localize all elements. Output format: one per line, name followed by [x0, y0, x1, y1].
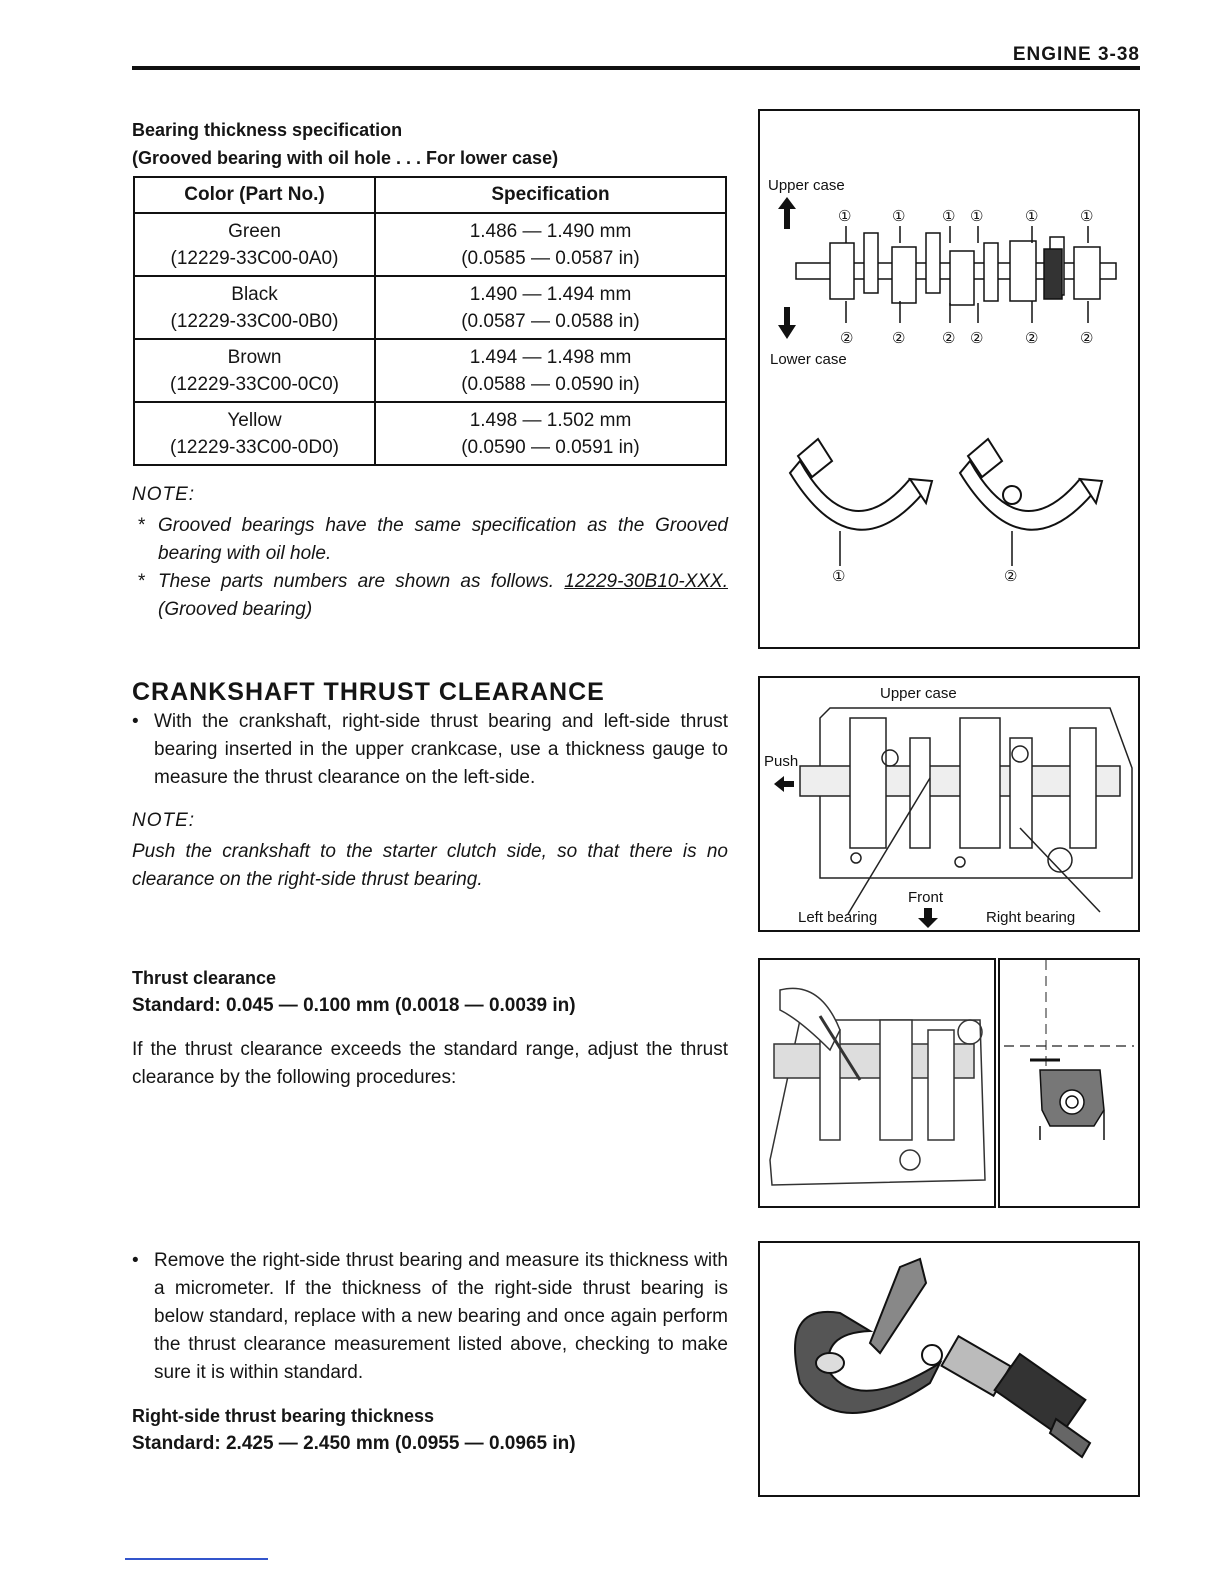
figure-gauge-detail: [998, 958, 1140, 1208]
bearing-mark-1: ①: [942, 208, 956, 225]
paragraph: If the thrust clearance exceeds the standard range, adjust the thrust clearance by the following procedures:: [132, 1039, 728, 1088]
feeler-gauge-illustration: [760, 960, 994, 1206]
color-name: Brown: [227, 346, 282, 368]
header-rule: [132, 66, 1140, 70]
micrometer-illustration: [760, 1243, 1138, 1495]
spec-inch: (0.0587 — 0.0588 in): [461, 310, 640, 332]
table-cell: [375, 213, 726, 276]
note-text: Push the crankshaft to the starter clutch side, so that there is no clearance on the right-side thrust bearing.: [132, 841, 728, 890]
page-header: [132, 42, 1140, 72]
spec-title: Thrust clearance: [132, 968, 277, 988]
bearing-mark-2: ②: [1025, 330, 1039, 347]
note-text: These parts numbers are shown as follows.: [158, 571, 565, 592]
table-cell: [134, 402, 375, 465]
part-number: (12229-33C00-0C0): [170, 373, 339, 395]
lower-marks: [840, 330, 1093, 347]
spec-title: Right-side thrust bearing thickness: [132, 1406, 435, 1426]
table-cell: [134, 339, 375, 402]
column-header: Specification: [375, 177, 726, 213]
crankshaft-diagram: [760, 111, 1138, 647]
bullet-marker: •: [132, 1250, 139, 1271]
spec-line: [132, 992, 728, 1020]
bearing-shell-icon: [790, 439, 932, 530]
bearing-mark-2: ②: [1080, 330, 1094, 347]
upper-marks: [838, 208, 1093, 225]
down-arrow-icon: [778, 307, 796, 339]
bearing-mark-2: ②: [892, 330, 906, 347]
table-header-row: [134, 177, 726, 213]
spec-label: Standard:: [132, 995, 221, 1016]
bearing-mark-1: ①: [1080, 208, 1094, 225]
note-list: [132, 512, 728, 624]
bearing-mark-1: ①: [838, 208, 852, 225]
left-arrow-icon: [774, 776, 794, 792]
column-header: Color (Part No.): [134, 177, 375, 213]
spec-mm: 1.486 — 1.490 mm: [469, 220, 632, 242]
table-cell: [375, 402, 726, 465]
table-cell: [375, 339, 726, 402]
color-name: Green: [228, 220, 281, 242]
bearing-shell-oil-hole-icon: [960, 439, 1102, 530]
micrometer-icon: [795, 1259, 1090, 1457]
bearing-mark-2: ②: [840, 330, 854, 347]
figure-micrometer: [758, 1241, 1140, 1497]
part-number: (12229-33C00-0D0): [170, 436, 339, 458]
bearing-mark-1: ①: [970, 208, 984, 225]
spec-mm: 1.498 — 1.502 mm: [469, 409, 632, 431]
footer-link-line: [125, 1558, 268, 1560]
table-row: [134, 339, 726, 402]
bearing-spec-table: [133, 176, 727, 466]
spec-inch: (0.0590 — 0.0591 in): [461, 436, 640, 458]
header-title: ENGINE: [1012, 44, 1092, 65]
part-number: (12229-33C00-0B0): [170, 310, 339, 332]
figure-feeler-gauge: [758, 958, 996, 1208]
note-item: [132, 568, 728, 624]
upper-case-label: Upper case: [880, 685, 957, 702]
front-label: Front: [908, 889, 944, 906]
part-number: (12229-33C00-0A0): [170, 247, 339, 269]
table-cell: [134, 213, 375, 276]
right-bearing-label: Right bearing: [986, 909, 1076, 926]
lower-case-label: Lower case: [770, 351, 847, 368]
part-number-format: 12229-30B10-XXX.: [564, 571, 728, 592]
section-heading: CRANKSHAFT THRUST CLEARANCE: [132, 678, 605, 706]
list-item: [132, 708, 728, 792]
spec-inch: (0.0588 — 0.0590 in): [461, 373, 640, 395]
star-marker: *: [138, 515, 146, 536]
figure-crankshaft-bearings: [758, 109, 1140, 649]
crankcase-diagram: [760, 678, 1138, 930]
up-arrow-icon: [778, 197, 796, 229]
figure-thrust-push: [758, 676, 1140, 932]
bearing-mark-1: ①: [892, 208, 906, 225]
note-heading: NOTE:: [132, 810, 196, 831]
spec-value: 0.045 — 0.100 mm (0.0018 — 0.0039 in): [225, 995, 576, 1016]
spec-mm: 1.494 — 1.498 mm: [469, 346, 632, 368]
bearing-mark-1: ①: [832, 568, 846, 585]
table-row: [134, 402, 726, 465]
color-name: Yellow: [227, 409, 282, 431]
bearing-mark-1: ①: [1025, 208, 1039, 225]
bearing-spec-title: Bearing thickness specification: [132, 120, 403, 140]
gauge-detail-illustration: [1000, 960, 1138, 1206]
star-marker: *: [138, 571, 146, 592]
color-name: Black: [231, 283, 278, 305]
push-label: Push: [764, 753, 799, 770]
note-heading: NOTE:: [132, 484, 196, 505]
bearing-detail-icon: [1030, 1060, 1104, 1140]
spec-mm: 1.490 — 1.494 mm: [469, 283, 632, 305]
bearing-mark-2: ②: [1004, 568, 1018, 585]
table-cell: [134, 276, 375, 339]
down-arrow-icon: [918, 908, 938, 928]
bullet-marker: •: [132, 711, 139, 732]
table-cell: [375, 276, 726, 339]
list-item: [132, 1247, 728, 1387]
upper-case-label: Upper case: [768, 177, 845, 194]
bullet-list: [132, 1247, 728, 1387]
spec-label: Standard:: [132, 1433, 221, 1454]
crankcase-icon: [800, 708, 1132, 914]
table-row: [134, 213, 726, 276]
header-text: [1013, 44, 1140, 66]
note-text: (Grooved bearing): [158, 599, 313, 620]
bearing-mark-2: ②: [942, 330, 956, 347]
bearing-spec-subtitle: (Grooved bearing with oil hole . . . For lower case): [132, 148, 559, 168]
spec-inch: (0.0585 — 0.0587 in): [461, 247, 640, 269]
header-page-number: 3-38: [1097, 44, 1140, 65]
left-bearing-label: Left bearing: [798, 909, 878, 926]
bearing-mark-2: ②: [970, 330, 984, 347]
table-row: [134, 276, 726, 339]
bullet-list: [132, 708, 728, 792]
bullet-text: With the crankshaft, right-side thrust bearing and left-side thrust bearing inserted in the upper crankcase, use a thickness gauge to measure the thrust clearance on the left-side.: [154, 711, 728, 788]
bullet-text: Remove the right-side thrust bearing and measure its thickness with a micrometer. If the thickness of the right-side thrust bearing is below standard, replace with a new bearing and once again perform the thrust clearance measurement listed above, checking to make sure it is within standard.: [154, 1250, 728, 1383]
spec-value: 2.425 — 2.450 mm (0.0955 — 0.0965 in): [225, 1433, 576, 1454]
spec-line: [132, 1430, 728, 1458]
crankshaft-icon: [796, 226, 1116, 323]
crankcase-sketch-icon: [770, 988, 985, 1185]
note-item: [132, 512, 728, 568]
note-text: Grooved bearings have the same specification as the Grooved bearing with oil hole.: [158, 515, 728, 564]
